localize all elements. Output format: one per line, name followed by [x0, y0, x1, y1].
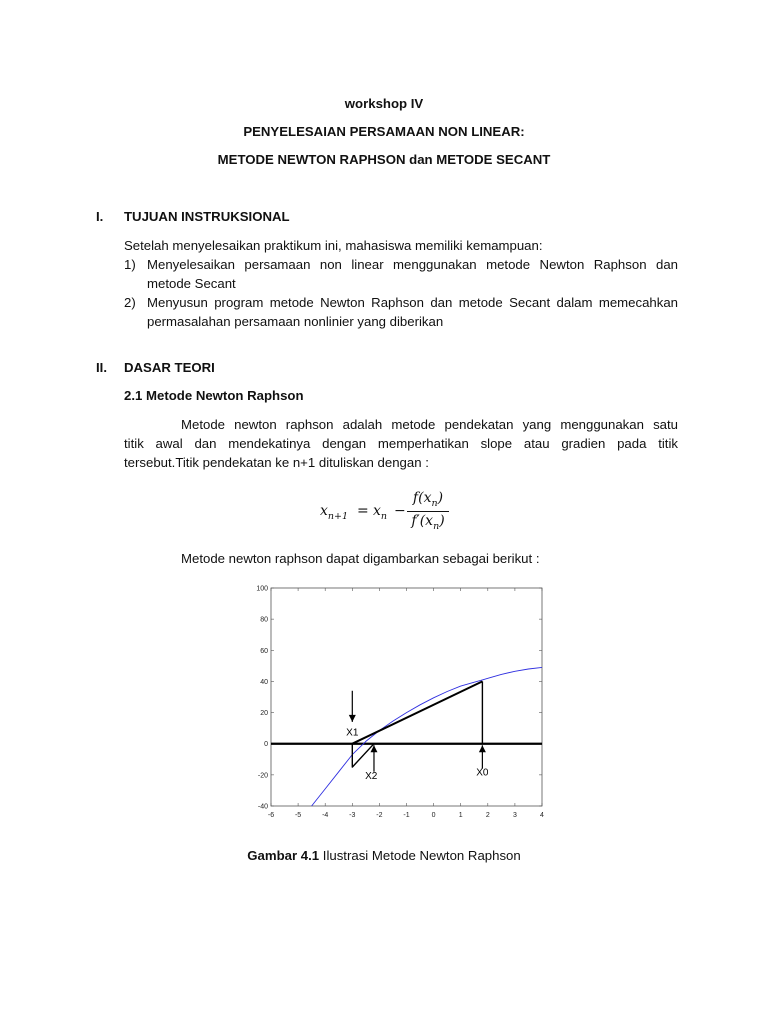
paragraph-line: Metode newton raphson adalah metode pendekatan yang menggunakan satu	[181, 417, 678, 432]
formula-numerator: $f(x_n)$	[412, 490, 444, 509]
paragraph-line: titik awal dan mendekatinya dengan memperhatikan slope atau gradien pada titik	[124, 436, 678, 451]
x-tick-label: -2	[376, 812, 383, 819]
y-tick-label: 60	[260, 647, 268, 655]
construction-line-2	[352, 744, 374, 767]
y-tick-label: 20	[260, 710, 268, 718]
y-tick-label: -40	[257, 803, 268, 811]
y-tick-label: 80	[260, 616, 268, 624]
x-tick-label: 0	[431, 812, 436, 819]
section-2-title: DASAR TEORI	[124, 360, 215, 375]
x-tick-label: -6	[267, 812, 275, 819]
x-tick-label: 3	[512, 812, 517, 819]
section-1-title: TUJUAN INSTRUKSIONAL	[124, 209, 290, 224]
formula-xn: $x_n$	[373, 503, 388, 522]
formula-minus: −	[394, 503, 406, 519]
y-tick-label: 0	[264, 741, 268, 749]
figure-intro: Metode newton raphson dapat digambarkan sebagai berikut :	[181, 551, 540, 566]
fraction-bar	[407, 511, 449, 512]
x-tick-label: 2	[485, 812, 490, 819]
section-1-intro: Setelah menyelesaikan praktikum ini, mahasiswa memiliki kemampuan:	[124, 238, 543, 253]
objective-number: 1)	[124, 257, 136, 272]
formula-equals: =	[357, 503, 369, 519]
figure-caption-label: Gambar 4.1	[247, 848, 320, 863]
annotation-x1: X1	[346, 727, 359, 739]
objective-text-line: Menyelesaikan persamaan non linear menggunakan metode Newton Raphson dan	[147, 257, 678, 272]
x-tick-label: -1	[403, 812, 410, 819]
doc-title-line-2: METODE NEWTON RAPHSON dan METODE SECANT	[217, 152, 551, 167]
x1-arrow-head	[349, 715, 356, 722]
construction-line-1	[352, 681, 482, 743]
newton-raphson-chart	[250, 580, 560, 825]
doc-title-line-1: PENYELESAIAN PERSAMAAN NON LINEAR:	[243, 124, 525, 139]
figure-caption	[0, 848, 768, 863]
objective-number: 2)	[124, 295, 136, 310]
y-tick-label: 40	[260, 678, 268, 686]
annotation-x0: X0	[476, 767, 489, 779]
objective-text-line: Menyusun program metode Newton Raphson dan metode Secant dalam memecahkan	[147, 295, 678, 310]
paragraph-line: tersebut.Titik pendekatan ke n+1 dituliskan dengan :	[124, 455, 429, 470]
x-tick-label: 1	[458, 812, 463, 819]
objective-text-line: permasalahan persamaan nonlinier yang diberikan	[147, 314, 444, 329]
section-1-number: I.	[96, 209, 104, 224]
figure-caption-text: Ilustrasi Metode Newton Raphson	[319, 848, 521, 863]
newton-raphson-formula	[320, 490, 450, 534]
subsection-title: 2.1 Metode Newton Raphson	[124, 388, 304, 403]
x-tick-label: -4	[322, 812, 329, 819]
x-tick-label: -3	[349, 812, 356, 819]
x-tick-label: 4	[540, 812, 544, 819]
plot-frame	[271, 588, 542, 806]
section-2-number: II.	[96, 360, 107, 375]
doc-subtitle: workshop IV	[344, 96, 424, 111]
objective-text-line: metode Secant	[147, 276, 236, 291]
x-tick-label: -5	[294, 812, 302, 819]
formula-denominator: $f'(x_n)$	[411, 513, 445, 532]
y-tick-label: -20	[257, 772, 268, 780]
y-tick-label: 100	[256, 585, 268, 593]
formula-lhs: $x_{n+1}$	[320, 503, 349, 522]
x0-arrow-head	[479, 745, 486, 752]
annotation-x2: X2	[365, 770, 378, 782]
